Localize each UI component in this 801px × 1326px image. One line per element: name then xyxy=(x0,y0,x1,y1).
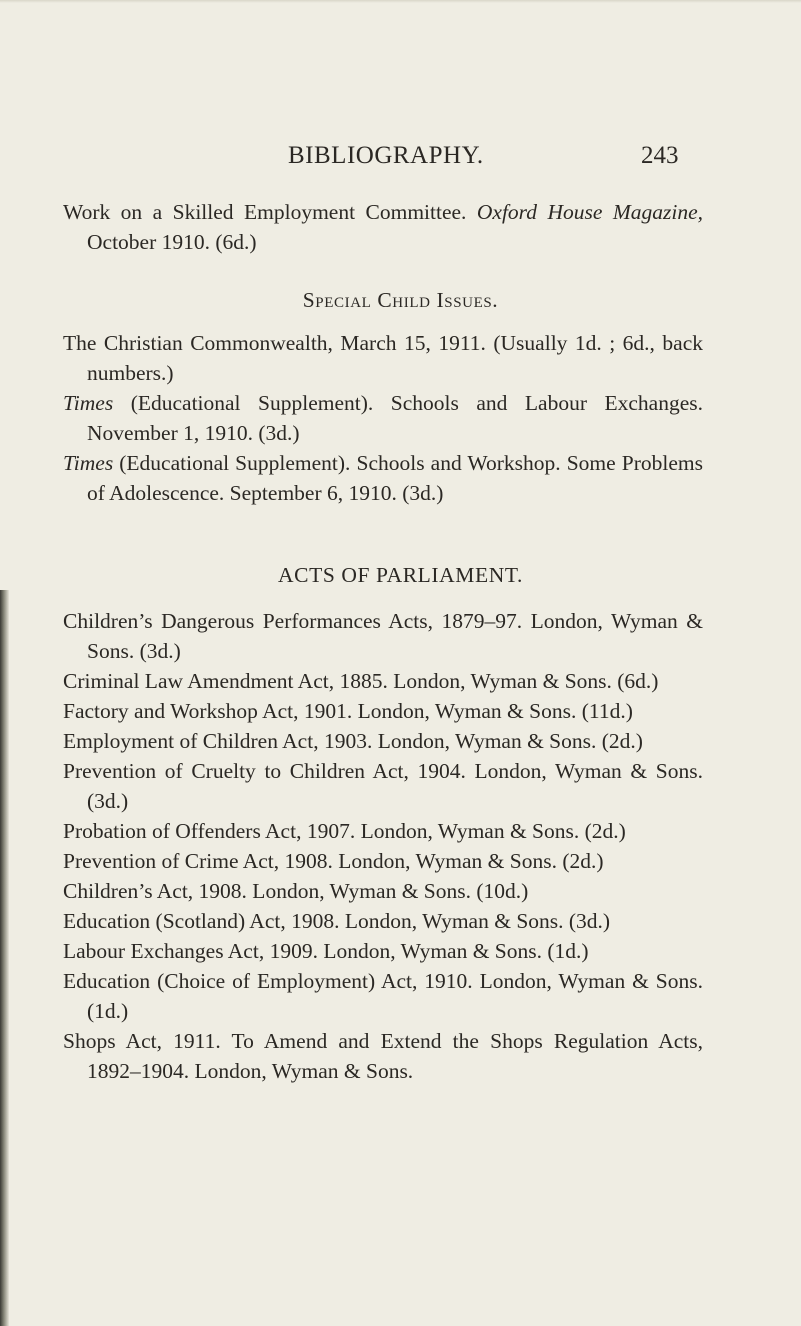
act-entry: Children’s Dangerous Performances Acts, 1879–97. London, Wyman & Sons. (3d.) xyxy=(63,609,703,663)
top-entry-block xyxy=(63,197,703,257)
entry-text: (Educational Supplement). Schools and Workshop. Some Problems of Adolescence. September 6, 1910. (3d.) xyxy=(87,451,703,505)
entry-text: Work on a Skilled Employment Committee. xyxy=(63,200,467,224)
page-header xyxy=(0,142,801,182)
bibliography-entry xyxy=(63,448,703,508)
act-entry: Shops Act, 1911. To Amend and Extend the Shops Regulation Acts, 1892–1904. London, Wyman & Sons. xyxy=(63,1029,703,1083)
entry-text: (Educational Supplement). Schools and Labour Exchanges. November 1, 1910. (3d.) xyxy=(87,391,703,445)
entry-text: The Christian Commonwealth, March 15, 1911. (Usually 1d. ; 6d., back numbers.) xyxy=(63,331,703,385)
entry-text: October 1910. (6d.) xyxy=(87,230,257,254)
acts-of-parliament-list xyxy=(63,606,703,1086)
act-entry: Children’s Act, 1908. London, Wyman & Sons. (10d.) xyxy=(63,879,529,903)
page-top-edge xyxy=(0,0,801,3)
section-heading-acts-of-parliament: ACTS OF PARLIAMENT. xyxy=(278,563,523,587)
running-title: BIBLIOGRAPHY. xyxy=(288,142,484,169)
entry-italic-title: Times xyxy=(63,451,114,475)
act-entry: Probation of Offenders Act, 1907. London, Wyman & Sons. (2d.) xyxy=(63,819,626,843)
act-entry: Factory and Workshop Act, 1901. London, Wyman & Sons. (11d.) xyxy=(63,699,633,723)
bibliography-entry xyxy=(63,197,703,257)
binding-shadow xyxy=(0,590,9,1326)
act-entry: Education (Choice of Employment) Act, 1910. London, Wyman & Sons. (1d.) xyxy=(63,969,703,1023)
act-entry: Labour Exchanges Act, 1909. London, Wyman & Sons. (1d.) xyxy=(63,939,589,963)
act-entry: Prevention of Crime Act, 1908. London, Wyman & Sons. (2d.) xyxy=(63,849,604,873)
act-entry: Prevention of Cruelty to Children Act, 1904. London, Wyman & Sons. (3d.) xyxy=(63,759,703,813)
page-number: 243 xyxy=(641,142,679,169)
act-entry: Education (Scotland) Act, 1908. London, Wyman & Sons. (3d.) xyxy=(63,909,611,933)
act-entry: Employment of Children Act, 1903. London, Wyman & Sons. (2d.) xyxy=(63,729,643,753)
bibliography-entry xyxy=(63,388,703,448)
entry-italic-title: Oxford House Magazine, xyxy=(476,200,704,224)
bibliography-entry xyxy=(63,328,703,388)
act-entry: Criminal Law Amendment Act, 1885. London, Wyman & Sons. (6d.) xyxy=(63,669,659,693)
special-child-issues-list xyxy=(63,328,703,508)
section-heading-special-child-issues: Special Child Issues. xyxy=(302,288,499,312)
entry-italic-title: Times xyxy=(63,391,114,415)
